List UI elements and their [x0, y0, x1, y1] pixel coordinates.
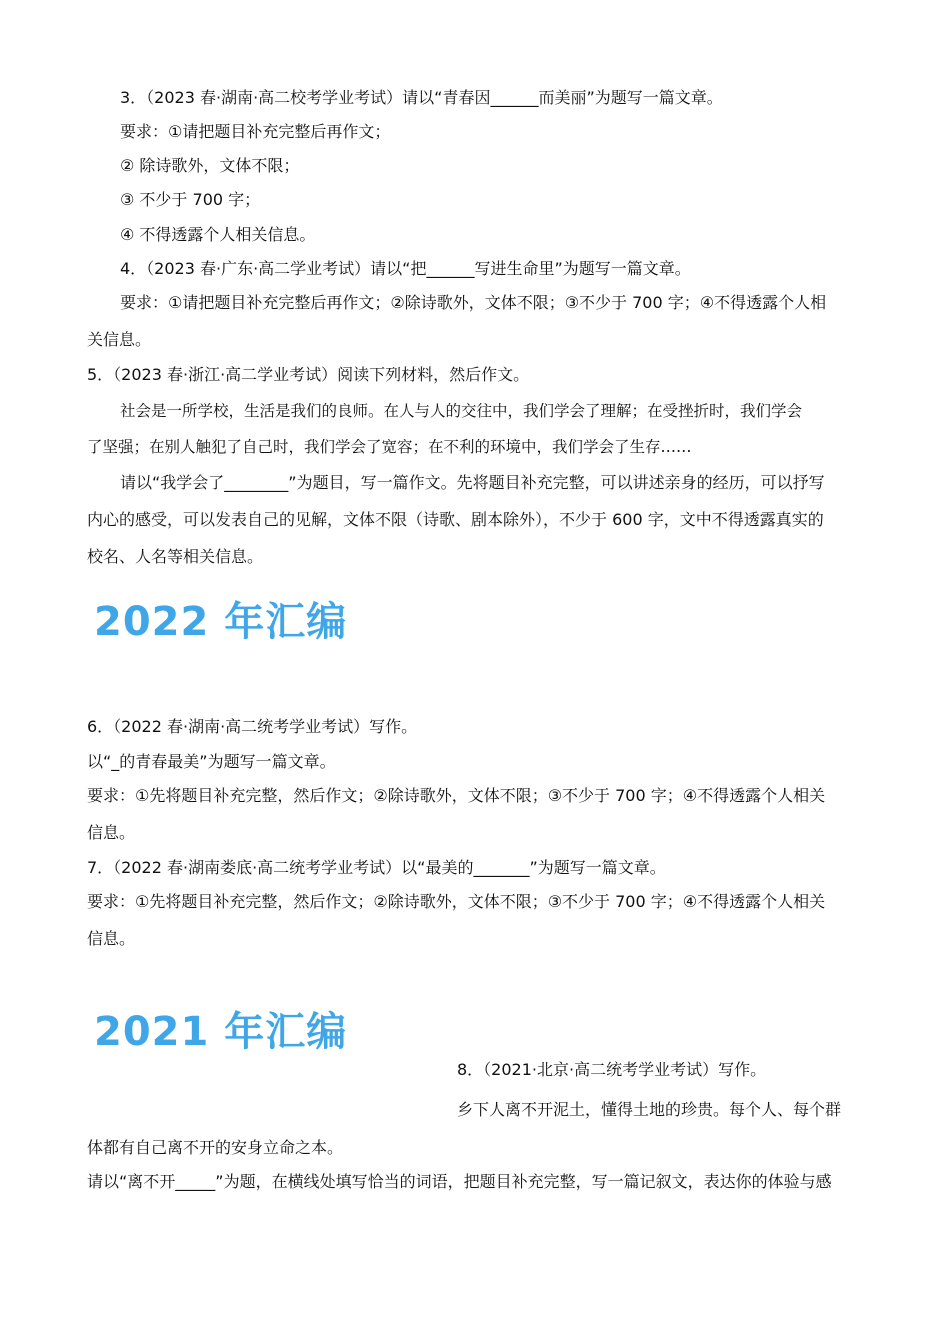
q7-line-2: 信息。: [87, 929, 136, 948]
section-heading-2022: 2022 年汇编: [94, 599, 348, 645]
q5-material-1: 社会是一所学校，生活是我们的良师。在人与人的交往中，我们学会了理解；在受挫折时，我们学会: [120, 402, 803, 420]
q5-material-2: 了坚强；在别人触犯了自己时，我们学会了宽容；在不利的环境中，我们学会了生存……: [87, 438, 692, 456]
q5-heading: 5．（2023 春·浙江·高二学业考试）阅读下列材料，然后作文。: [87, 365, 530, 384]
q8-line-1: 乡下人离不开泥土，懂得土地的珍贵。每个人、每个群: [457, 1100, 842, 1119]
q3-req-4: ④ 不得透露个人相关信息。: [120, 225, 316, 244]
q7-heading: 7．（2022 春·湖南娄底·高二统考学业考试）以“最美的_______”为题写一篇文章。: [87, 858, 666, 877]
q7-line-1: 要求：①先将题目补充完整，然后作文；②除诗歌外，文体不限；③不少于 700 字；④不得透露个人相关: [87, 892, 826, 911]
q3-req-1: 要求：①请把题目补充完整后再作文；: [120, 122, 391, 141]
q4-heading: 4．（2023 春·广东·高二学业考试）请以“把______写进生命里”为题写一篇文章。: [120, 259, 691, 278]
q5-prompt-3: 校名、人名等相关信息。: [87, 547, 264, 566]
q4-req-1: 要求：①请把题目补充完整后再作文；②除诗歌外，文体不限；③不少于 700 字；④不得透露个人相: [120, 293, 827, 312]
q3-req-3: ③ 不少于 700 字；: [120, 190, 261, 209]
q3-heading: 3．（2023 春·湖南·高二校考学业考试）请以“青春因______而美丽”为题写一篇文章。: [120, 88, 723, 107]
q5-prompt-2: 内心的感受，可以发表自己的见解，文体不限（诗歌、剧本除外），不少于 600 字，文中不得透露真实的: [87, 510, 824, 529]
q6-line-3: 信息。: [87, 823, 136, 842]
q3-req-2: ② 除诗歌外，文体不限；: [120, 156, 300, 175]
q6-line-2: 要求：①先将题目补充完整，然后作文；②除诗歌外，文体不限；③不少于 700 字；④不得透露个人相关: [87, 786, 826, 805]
q8-line-2: 体都有自己离不开的安身立命之本。: [87, 1138, 344, 1157]
section-heading-2021: 2021 年汇编: [94, 1009, 348, 1055]
q4-req-2: 关信息。: [87, 330, 152, 349]
q6-line-1: 以“_的青春最美”为题写一篇文章。: [87, 752, 336, 771]
q8-line-3: 请以“离不开_____”为题，在横线处填写恰当的词语，把题目补充完整，写一篇记叙文，表达你的体验与感: [87, 1172, 832, 1191]
q6-heading: 6．（2022 春·湖南·高二统考学业考试）写作。: [87, 717, 418, 736]
q8-heading: 8．（2021·北京·高二统考学业考试）写作。: [457, 1060, 767, 1079]
q5-prompt-1: 请以“我学会了________”为题目，写一篇作文。先将题目补充完整，可以讲述亲身的经历，可以抒写: [120, 473, 825, 492]
